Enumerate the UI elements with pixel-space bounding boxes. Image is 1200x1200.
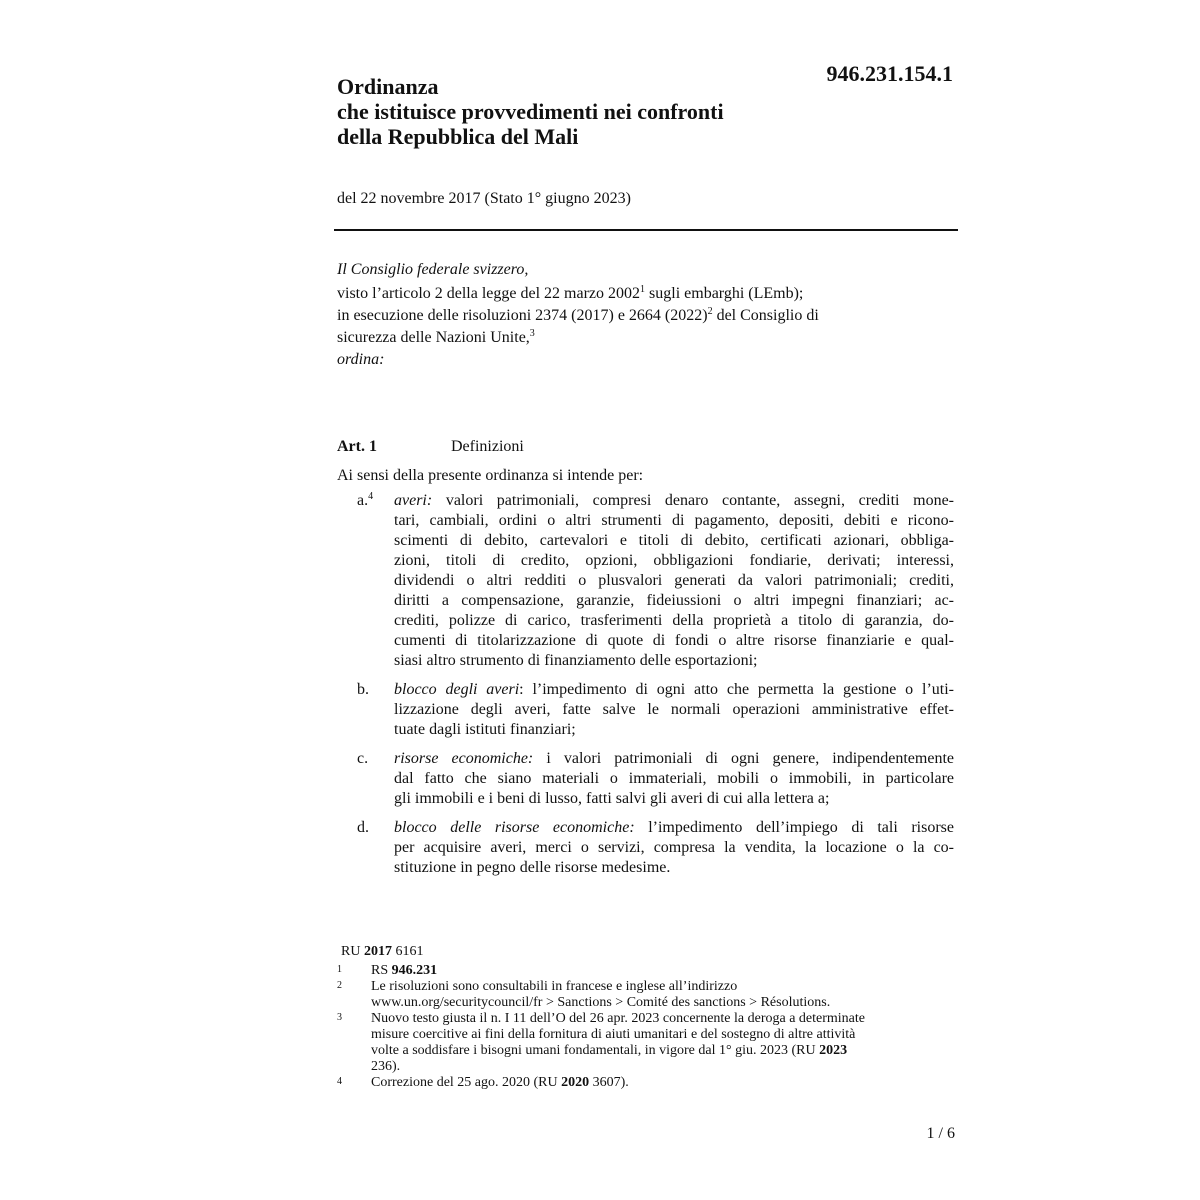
preamble	[337, 259, 957, 371]
list-item: c. risorse economiche: i valori patrimoniali di ogni genere, indipendentemente dal fatto che siano materiali o immateriali, mobili o immobili, in particolare gli immobili e i beni di lusso, fatti salvi gli averi di cui alla lettera a;	[357, 750, 954, 807]
footnote-number: 3	[337, 1012, 342, 1023]
footnote-url[interactable]: www.un.org/securitycouncil/fr > Sanctions > Comité des sanctions > Résolutions.	[371, 995, 831, 1010]
footnote-ref[interactable]: 4	[368, 491, 374, 502]
preamble-ordina: ordina:	[337, 351, 385, 368]
definition-list	[337, 491, 957, 887]
item-marker: a.$^4$	[357, 491, 374, 509]
defined-term: blocco delle risorse economiche:	[394, 819, 635, 836]
preamble-resolutions: in esecuzione delle risoluzioni 2374 (2017) e 2664 $(2022)^2$ del Consiglio di	[337, 306, 819, 324]
footnote-number: 4	[337, 1076, 342, 1087]
defined-term: risorse economiche:	[394, 750, 534, 767]
preamble-authority: Il Consiglio federale svizzero,	[337, 261, 529, 278]
preamble-legal-basis: visto l’articolo 2 della legge del 22 marzo 2002$^1$ sugli embarghi (LEmb);	[337, 284, 804, 302]
footnote-ref[interactable]: 2	[707, 306, 713, 317]
defined-term: averi:	[394, 492, 433, 509]
article-title: Definizioni	[451, 438, 524, 455]
article-intro: Ai sensi della presente ordinanza si intende per:	[337, 467, 644, 484]
document-date: del 22 novembre 2017 (Stato 1° giugno 2023)	[337, 190, 631, 207]
list-item: d. blocco delle risorse economiche: l’impedimento dell’impiego di tali risorse per acquisire averi, merci o servizi, compresa la vendita, la locazione o la co- stituzione in pegno delle risorse medesime.	[357, 819, 954, 876]
title-line: che istituisce provvedimenti nei confronti	[337, 99, 724, 124]
footnote: 4 Correzione del 25 ago. 2020 (RU 2020 3607).	[337, 1075, 629, 1090]
page-title	[337, 74, 857, 149]
list-item: a.$^4$ averi: valori patrimoniali, compresi denaro contante, assegni, crediti mone- tari, cambiali, ordini o altri strumenti di pagamento, depositi, debiti e ricono- scimenti di debito, cartevalori e titoli di debito, certificati azionari, obbliga- zioni, titoli di credito, opzioni, obbligazioni fondiarie, derivati; interessi, dividendi o altri redditi o plusvalori generati da valori patrimoniali; crediti, diritti a compensazione, garanzie, fideiussioni o altri impegni finanziari; ac- crediti, polizze di carico, trasferimenti della proprietà a titolo di garanzia, do- cumenti di titolarizzazione di quote di fondi o altre risorse finanziarie e qual- siasi altro strumento di finanziamento delle esportazioni;	[357, 491, 954, 669]
item-marker: d.	[357, 819, 369, 836]
article-number: Art. 1	[337, 438, 377, 455]
footnote-ref[interactable]: 1	[640, 284, 646, 295]
footnote: 3 Nuovo testo giusta il n. I 11 dell’O del 26 apr. 2023 concernente la deroga a determinate misure coercitive ai fini della fornitura di aiuti umanitari e del sostegno di altre attività volte a soddisfare i bisogni umani fondamentali, in vigore dal 1° giu. 2023 (RU 2023 236).	[337, 1011, 865, 1074]
header-divider	[334, 229, 958, 231]
article-heading	[337, 436, 524, 458]
title-line: Ordinanza	[337, 74, 439, 99]
footnote-number: 1	[337, 964, 342, 975]
defined-term: blocco degli averi	[394, 681, 520, 698]
footnote-number: 2	[337, 980, 342, 991]
footnote: 1 RS 946.231	[337, 963, 438, 978]
footnote-ref[interactable]: 3	[529, 328, 535, 339]
item-marker: c.	[357, 750, 369, 767]
footnotes	[337, 944, 957, 1091]
list-item: b. blocco degli averi: l’impedimento di ogni atto che permetta la gestione o l’uti- lizzazione degli averi, fatte salve le normali operazioni amministrative effet- tuate dagli istituti finanziari;	[357, 681, 955, 738]
ru-reference: RU 2017 6161	[341, 944, 424, 959]
sr-number: 946.231.154.1	[826, 61, 953, 86]
preamble-resolutions-cont: sicurezza delle Nazioni Unite,$^3$	[337, 328, 535, 346]
item-marker: b.	[357, 681, 369, 698]
footnote: 2 Le risoluzioni sono consultabili in francese e inglese all’indirizzo www.un.org/securitycouncil/fr > Sanctions > Comité des sanctions > Résolutions.	[337, 979, 957, 1011]
page-number: 1 / 6	[926, 1125, 955, 1142]
title-line: della Repubblica del Mali	[337, 124, 579, 149]
